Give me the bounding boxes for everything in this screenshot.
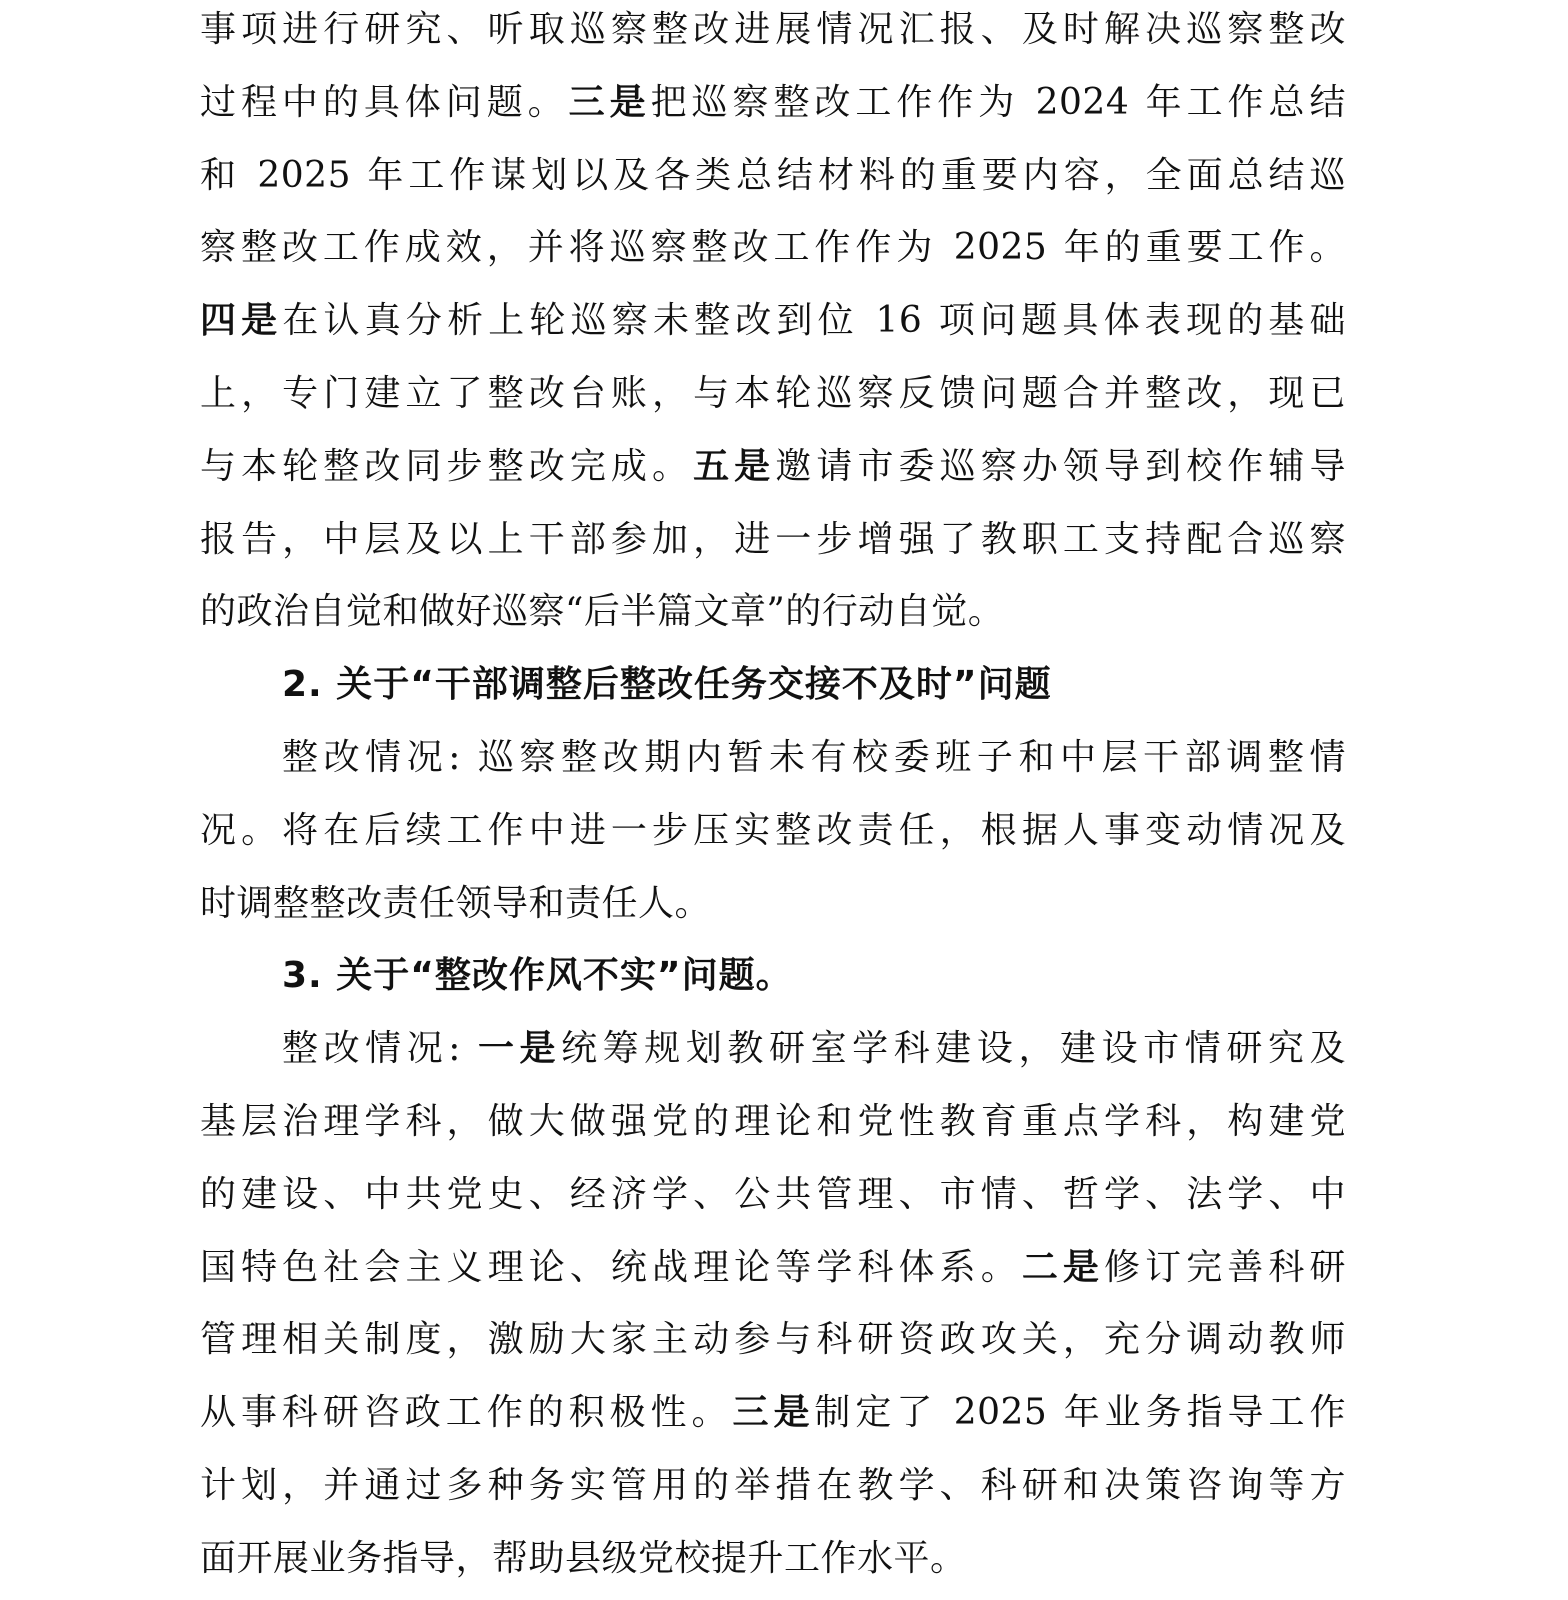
text-run: 把巡察整改工作作为 2024 年工作总结 xyxy=(650,81,1346,123)
bold-lead-in: 三是 xyxy=(732,1392,815,1434)
text-line: 面开展业务指导，帮助县级党校提升工作水平。 xyxy=(200,1537,967,1579)
text-run: 邀请市委巡察办领导到校作辅导 xyxy=(775,445,1346,487)
text-line: 管理相关制度，激励大家主动参与科研资政攻关，充分调动教师 xyxy=(200,1319,1346,1361)
text-run: 制定了 2025 年业务指导工作 xyxy=(814,1392,1346,1434)
text-line: 的建设、中共党史、经济学、公共管理、市情、哲学、法学、中 xyxy=(200,1173,1346,1215)
text-line xyxy=(200,1232,1346,1305)
section-heading: 3. 关于“整改作风不实”问题。 xyxy=(282,955,793,997)
text-line: 基层治理学科，做大做强党的理论和党性教育重点学科，构建党 xyxy=(200,1100,1346,1142)
section-heading: 2. 关于“干部调整后整改任务交接不及时”问题 xyxy=(282,664,1052,706)
bold-lead-in: 五是 xyxy=(693,445,776,487)
bold-lead-in: 一是 xyxy=(477,1028,562,1070)
text-line: 察整改工作成效，并将巡察整改工作作为 2025 年的重要工作。 xyxy=(200,227,1346,269)
text-line: 况。将在后续工作中进一步压实整改责任，根据人事变动情况及 xyxy=(200,809,1346,851)
text-run: 整改情况: xyxy=(282,1028,478,1070)
text-run: 与本轮整改同步整改完成。 xyxy=(200,445,694,487)
text-line: 计划，并通过多种务实管用的举措在教学、科研和决策咨询等方 xyxy=(200,1464,1346,1506)
text-line xyxy=(200,1013,1346,1086)
bold-lead-in: 四是 xyxy=(200,300,283,342)
text-line xyxy=(200,431,1346,504)
text-line xyxy=(200,67,1346,140)
text-line: 上，专门建立了整改台账，与本轮巡察反馈问题合并整改，现已 xyxy=(200,372,1346,414)
text-run: 在认真分析上轮巡察未整改到位 16 项问题具体表现的基础 xyxy=(282,300,1346,342)
text-line: 的政治自觉和做好巡察“后半篇文章”的行动自觉。 xyxy=(200,591,1005,633)
text-line: 和 2025 年工作谋划以及各类总结材料的重要内容，全面总结巡 xyxy=(200,154,1346,196)
text-line xyxy=(200,1377,1346,1450)
text-run: 从事科研咨政工作的积极性。 xyxy=(200,1392,733,1434)
bold-lead-in: 二是 xyxy=(1021,1246,1105,1288)
text-run: 统筹规划教研室学科建设，建设市情研究及 xyxy=(561,1028,1346,1070)
text-line xyxy=(200,285,1346,358)
text-line: 整改情况: 巡察整改期内暂未有校委班子和中层干部调整情 xyxy=(282,736,1346,778)
bold-lead-in: 三是 xyxy=(568,81,651,123)
text-line: 时调整整改责任领导和责任人。 xyxy=(200,882,712,924)
document-page xyxy=(200,0,1346,1596)
text-run: 国特色社会主义理论、统战理论等学科体系。 xyxy=(200,1246,1022,1288)
text-run: 过程中的具体问题。 xyxy=(200,81,569,123)
text-line: 事项进行研究、听取巡察整改进展情况汇报、及时解决巡察整改 xyxy=(200,9,1346,50)
text-line: 报告，中层及以上干部参加，进一步增强了教职工支持配合巡察 xyxy=(200,518,1346,560)
text-run: 修订完善科研 xyxy=(1104,1246,1346,1288)
